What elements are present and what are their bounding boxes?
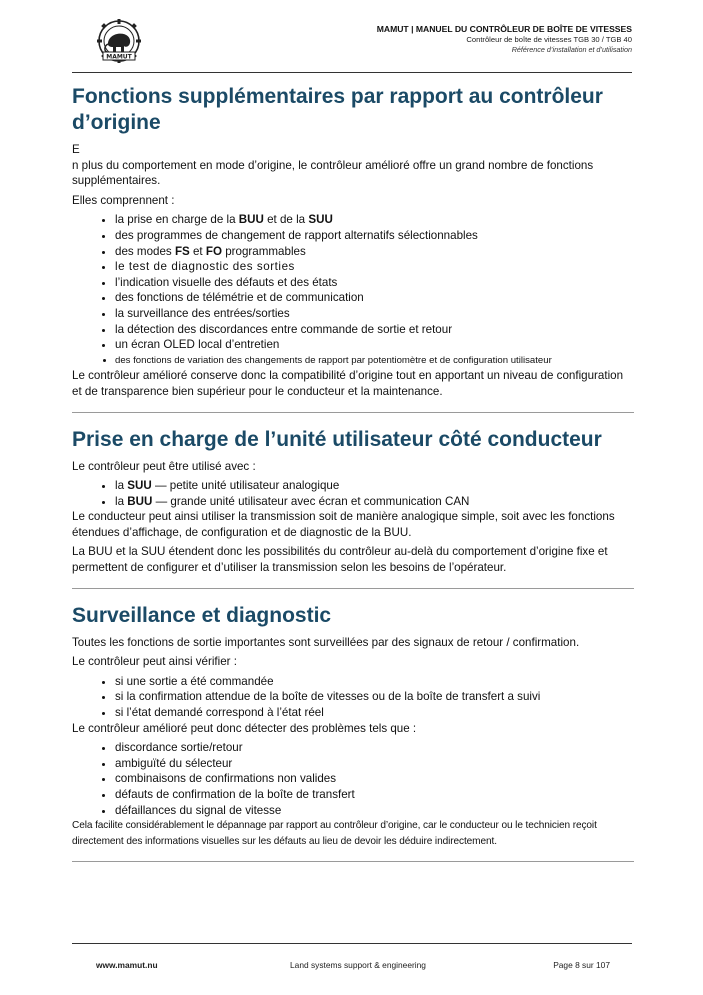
header-subtitle: Contrôleur de boîte de vitesses TGB 30 / TGB 40 (466, 35, 632, 44)
footer-website: www.mamut.nu (96, 960, 158, 970)
list-item: • si la confirmation attendue de la boîte de vitesses ou de la boîte de transfert a suivi (115, 689, 634, 705)
list-item: • discordance sortie/retour (115, 740, 634, 756)
list-item: • des fonctions de variation des changements de rapport par potentiomètre et de configuration utilisateur (115, 353, 634, 369)
list-item: • des modes FS et FO programmables (115, 244, 634, 260)
list-lead: Le contrôleur peut ainsi vérifier : (72, 655, 237, 669)
section-divider (72, 412, 634, 413)
list-lead: Le contrôleur peut être utilisé avec : (72, 459, 256, 473)
list-item: • si une sortie a été commandée (115, 674, 634, 690)
list-item: • des programmes de changement de rapport alternatifs sélectionnables (115, 228, 634, 244)
section-divider (72, 861, 634, 862)
list-item: • défaillances du signal de vitesse (115, 803, 634, 819)
section-divider (72, 588, 634, 589)
unit-list (72, 478, 634, 509)
paragraph: La BUU et la SUU étendent donc les possibilités du contrôleur au-delà du comportement d’origine fixe et permettent de configurer et d’utiliser la transmission selon les besoins de l’opérateur. (72, 545, 608, 575)
list-item: • l’indication visuelle des défauts et des états (115, 275, 634, 291)
problem-list (72, 740, 634, 818)
list-item: • la prise en charge de la BUU et de la SUU (115, 212, 634, 228)
list-item: • la détection des discordances entre commande de sortie et retour (115, 322, 634, 338)
list-lead: Le contrôleur amélioré peut donc détecter des problèmes tels que : (72, 721, 417, 735)
list-item: • la surveillance des entrées/sorties (115, 306, 634, 322)
list-item: • combinaisons de confirmations non valides (115, 771, 634, 787)
section-outro: Le contrôleur amélioré conserve donc la compatibilité d’origine tout en apportant un niveau de configuration et de transparence bien supérieur pour le conducteur et la maintenance. (72, 369, 624, 398)
list-item: • la BUU — grande unité utilisateur avec écran et communication CAN (115, 494, 634, 510)
list-item: • si l’état demandé correspond à l’état réel (115, 705, 634, 721)
section-outro: Cela facilite considérablement le dépannage par rapport au contrôleur d’origine, car le conducteur ou le technicien reçoit directement des informations visuelles sur les défauts au lieu de devoir les déduire indirectement. (72, 820, 597, 847)
mamut-logo-icon (94, 18, 144, 66)
list-item: • des fonctions de télémétrie et de communication (115, 290, 634, 306)
section-heading-monitoring: Surveillance et diagnostic (72, 603, 332, 627)
page-content (72, 84, 634, 876)
section-heading-extra-functions: Fonctions supplémentaires par rapport au contrôleur d’origine (72, 85, 603, 134)
footer-tagline: Land systems support & engineering (290, 960, 426, 970)
list-item: • un écran OLED local d’entretien (115, 337, 634, 353)
svg-text:MAMUT: MAMUT (106, 53, 132, 61)
feature-list (72, 212, 634, 368)
page-footer (72, 943, 632, 984)
paragraph: Le conducteur peut ainsi utiliser la transmission soit de manière analogique simple, soit avec les fonctions étendues d’affichage, de configuration et de diagnostic de la BUU. (72, 510, 615, 539)
header-reference: Référence d’installation et d’utilisation (511, 45, 632, 54)
paragraph: Toutes les fonctions de sortie importantes sont surveillées par des signaux de retour / confirmation. (72, 635, 580, 649)
list-item: • le test de diagnostic des sorties (115, 259, 634, 275)
page-header (72, 14, 632, 73)
dropcap-letter: E (72, 143, 80, 156)
list-item: • défauts de confirmation de la boîte de transfert (115, 787, 634, 803)
list-item: • la SUU — petite unité utilisateur analogique (115, 478, 634, 494)
footer-page-number: Page 8 sur 107 (553, 960, 610, 970)
intro-paragraph: n plus du comportement en mode d’origine, le contrôleur amélioré offre un grand nombre de fonctions supplémentaires. (72, 158, 594, 188)
list-lead: Elles comprennent : (72, 193, 175, 207)
check-list (72, 674, 634, 721)
list-item: • ambiguïté du sélecteur (115, 756, 634, 772)
header-title: MAMUT | MANUEL DU CONTRÔLEUR DE BOÎTE DE VITESSES (376, 24, 632, 34)
section-heading-driver-unit: Prise en charge de l’unité utilisateur côté conducteur (72, 427, 602, 451)
